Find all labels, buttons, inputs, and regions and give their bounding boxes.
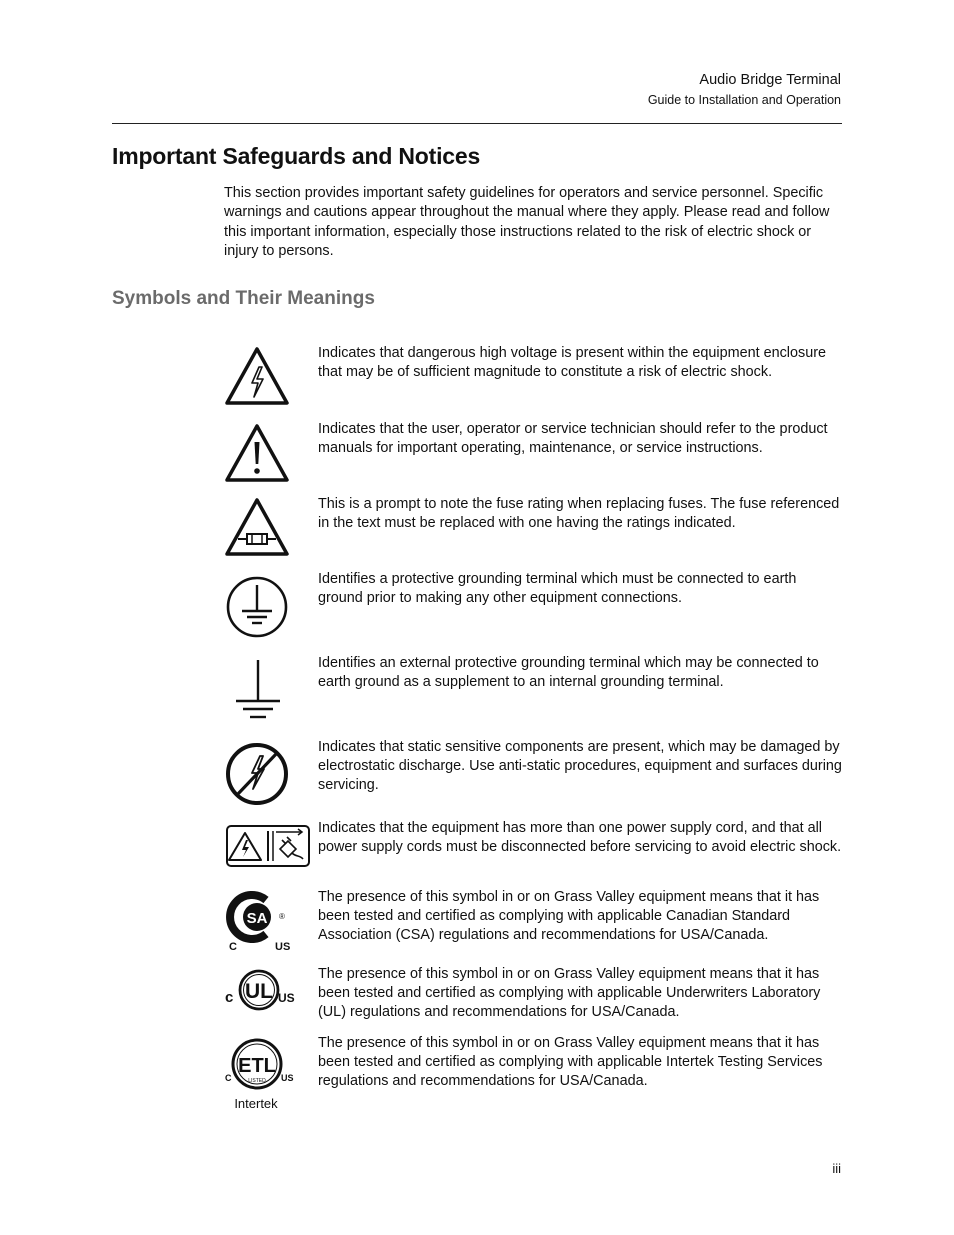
page-number: iii bbox=[832, 1161, 841, 1176]
symbol-description: Indicates that dangerous high voltage is present within the equipment enclosure that may be of sufficient magnitude to constitute a risk of electric shock. bbox=[318, 345, 826, 380]
multiple-power-cords-icon bbox=[224, 819, 312, 873]
header-divider bbox=[112, 123, 842, 124]
running-header bbox=[648, 70, 841, 110]
symbol-description: Indicates that the user, operator or service technician should refer to the product manuals for important operating, maintenance, or service instructions. bbox=[318, 421, 828, 456]
ul-logo-icon bbox=[224, 965, 296, 1015]
fuse-warning-icon bbox=[224, 494, 290, 558]
symbol-description: Identifies a protective grounding terminal which must be connected to earth ground prior to making any other equipment connections. bbox=[318, 571, 797, 606]
svg-text:C: C bbox=[229, 941, 237, 953]
external-ground-icon bbox=[224, 654, 290, 724]
svg-text:ETL: ETL bbox=[238, 1055, 276, 1077]
symbol-description: Identifies an external protective grounding terminal which may be connected to earth ground as a supplement to an internal grounding terminal. bbox=[318, 655, 819, 690]
svg-text:LISTED: LISTED bbox=[248, 1078, 266, 1084]
symbol-description: This is a prompt to note the fuse rating when replacing fuses. The fuse referenced in the text must be replaced with one having the ratings indicated. bbox=[318, 496, 840, 531]
svg-text:C: C bbox=[225, 1073, 232, 1083]
document-title: Audio Bridge Terminal bbox=[699, 72, 841, 88]
protective-ground-icon bbox=[224, 570, 290, 640]
svg-text:US: US bbox=[275, 941, 291, 953]
symbol-description: Indicates that static sensitive components are present, which may be damaged by electrostatic discharge. Use anti-static procedures, equipment and surfaces during servicing. bbox=[318, 739, 842, 793]
document-subtitle: Guide to Installation and Operation bbox=[647, 93, 841, 107]
caution-exclamation-icon bbox=[224, 420, 290, 484]
static-sensitive-icon bbox=[224, 738, 290, 808]
csa-logo-icon bbox=[224, 888, 296, 954]
etl-intertek-logo-icon bbox=[224, 1034, 296, 1114]
svg-text:US: US bbox=[278, 991, 295, 1005]
svg-text:US: US bbox=[281, 1073, 294, 1083]
section-title: Symbols and Their Meanings bbox=[112, 288, 375, 309]
symbol-description: Indicates that the equipment has more than one power supply cord, and that all power supply cords must be disconnected before servicing to avoid electric shock. bbox=[318, 820, 842, 855]
svg-text:SA: SA bbox=[246, 910, 268, 927]
svg-text:c: c bbox=[225, 989, 234, 1006]
svg-text:UL: UL bbox=[245, 980, 273, 1003]
svg-text:Intertek: Intertek bbox=[234, 1096, 278, 1111]
svg-text:®: ® bbox=[279, 912, 285, 921]
symbol-description: The presence of this symbol in or on Grass Valley equipment means that it has been tested and certified as complying with applicable Underwriters Laboratory (UL) regulations and recommendations for USA/Canada. bbox=[318, 966, 821, 1020]
intro-paragraph: This section provides important safety guidelines for operators and service personnel. Specific warnings and cautions appear throughout the manual where they apply. Please read and follow this important information, especially those instructions related to the risk of electric shock or injury to persons. bbox=[224, 185, 830, 259]
high-voltage-warning-icon bbox=[224, 343, 290, 407]
page-title: Important Safeguards and Notices bbox=[112, 143, 481, 169]
symbol-description: The presence of this symbol in or on Grass Valley equipment means that it has been tested and certified as complying with applicable Intertek Testing Services regulations and recommendations for USA/Canada. bbox=[318, 1035, 823, 1089]
symbol-description: The presence of this symbol in or on Grass Valley equipment means that it has been tested and certified as complying with applicable Canadian Standard Association (CSA) regulations and recommendations for USA/Canada. bbox=[318, 889, 820, 943]
